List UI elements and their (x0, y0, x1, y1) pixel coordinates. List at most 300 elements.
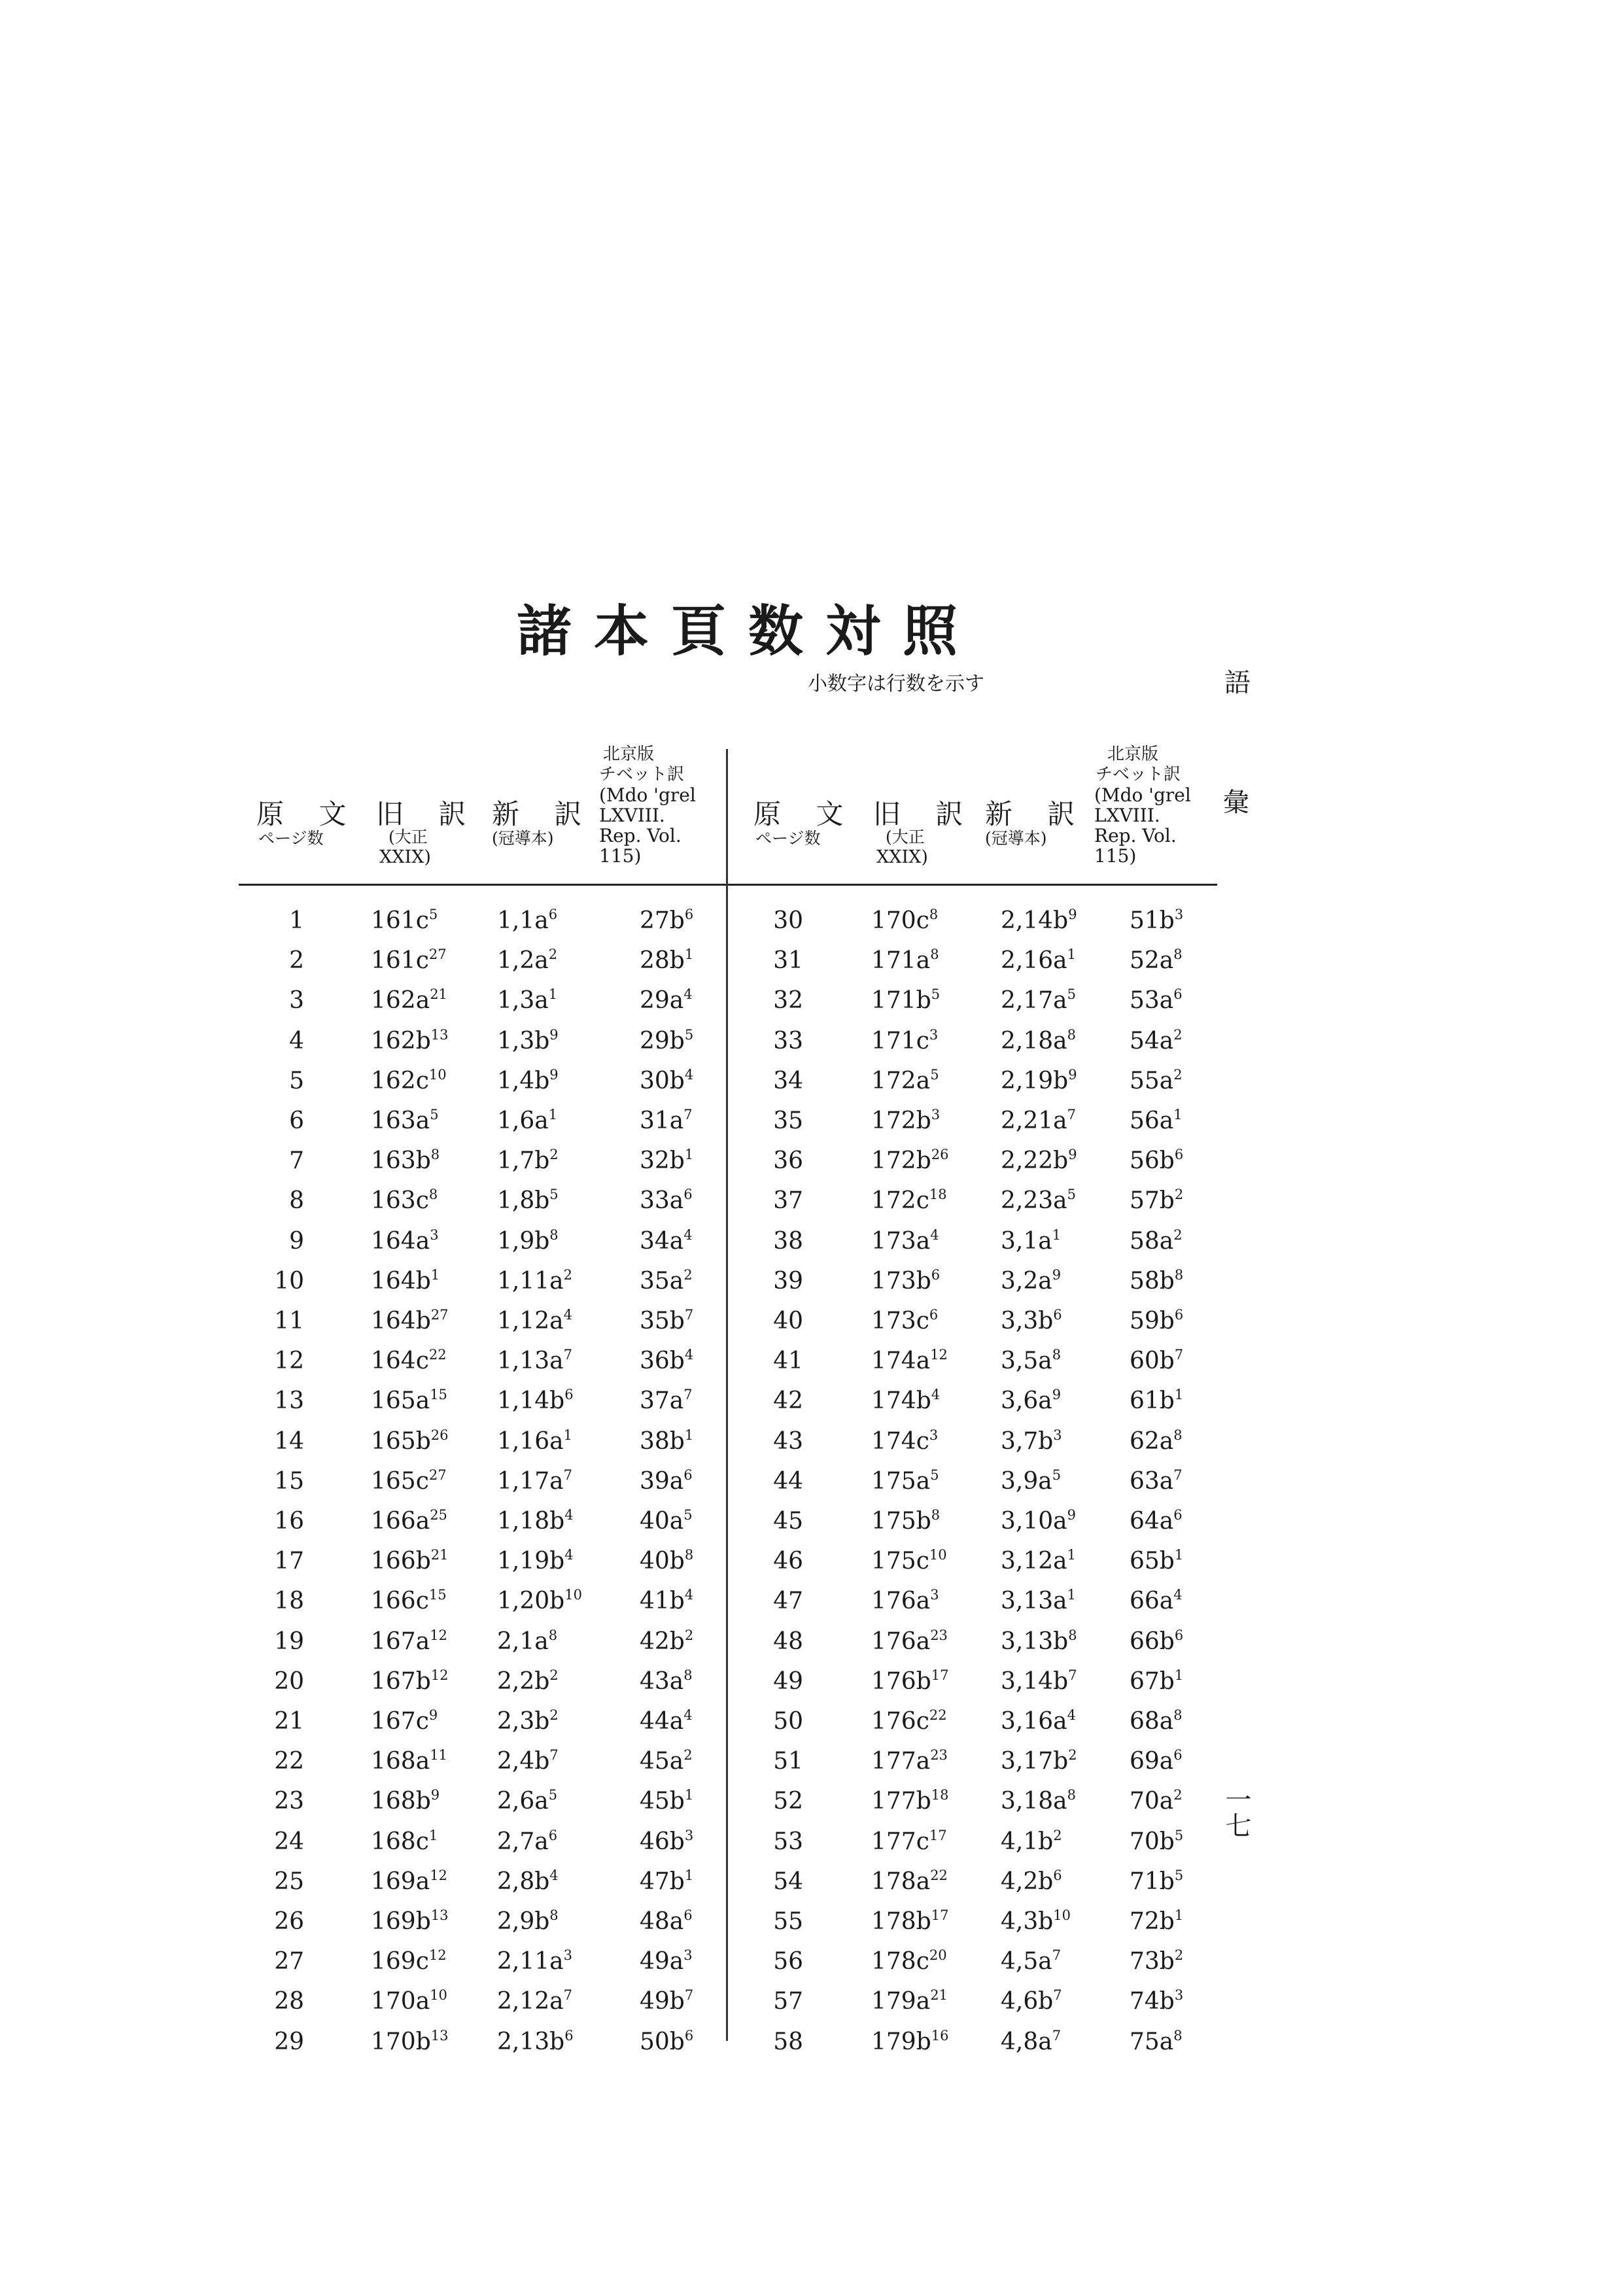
new-translation-cell (497, 1022, 559, 1061)
line-number: 2 (1174, 1187, 1184, 1203)
table-row (0, 1822, 1624, 1862)
line-number: 12 (428, 1947, 447, 1964)
old-translation-cell (871, 1742, 948, 1781)
reference-value: 1,2a (497, 947, 549, 975)
reference-value: 1,16a (497, 1427, 564, 1455)
line-number: 22 (428, 1347, 447, 1363)
reference-value: 174b (871, 1387, 931, 1415)
line-number: 2 (549, 1147, 559, 1163)
new-translation-cell (497, 1181, 559, 1221)
reference-value: 57b (1130, 1187, 1175, 1215)
line-number: 12 (430, 1627, 447, 1643)
line-number: 7 (1173, 1467, 1183, 1483)
line-number: 4 (1067, 1707, 1076, 1723)
original-page-cell: 23 (274, 1788, 304, 1815)
line-number: 3 (929, 1026, 939, 1043)
line-number: 3 (930, 1587, 939, 1603)
original-page-cell: 41 (773, 1348, 803, 1375)
line-number: 5 (684, 1026, 694, 1043)
reference-value: 4,2b (1001, 1868, 1054, 1895)
original-page-cell: 11 (274, 1308, 304, 1334)
old-translation-cell (871, 2023, 949, 2062)
new-translation-cell (497, 1302, 572, 1341)
line-number: 3 (1053, 1427, 1062, 1443)
peking-tibetan-cell (640, 1502, 693, 1541)
reference-value: 4,5a (1001, 1948, 1052, 1975)
old-translation-cell (871, 1902, 949, 1941)
reference-value: 68a (1130, 1708, 1174, 1735)
reference-value: 4,3b (1001, 1908, 1054, 1935)
peking-tibetan-cell (640, 1342, 693, 1381)
line-number: 7 (549, 1747, 559, 1764)
new-translation-cell (497, 1822, 557, 1862)
line-number: 7 (684, 1987, 694, 2004)
new-translation-cell (1001, 1782, 1076, 1821)
line-number: 10 (929, 1547, 947, 1563)
reference-value: 43a (640, 1667, 684, 1695)
old-translation-cell (871, 1542, 947, 1581)
header-original-sub: ページ数 (755, 829, 821, 848)
line-number: 8 (548, 1627, 558, 1643)
peking-tibetan-cell (1130, 1982, 1183, 2021)
line-number: 9 (1068, 1066, 1077, 1083)
reference-value: 1,6a (497, 1107, 549, 1134)
line-number: 10 (1053, 1907, 1071, 1923)
reference-value: 177c (871, 1828, 929, 1855)
original-page-cell: 14 (274, 1427, 304, 1455)
reference-value: 4,8a (1001, 2028, 1052, 2055)
reference-value: 39a (640, 1467, 684, 1495)
reference-value: 32b (640, 1147, 685, 1175)
reference-value: 2,22b (1001, 1147, 1069, 1175)
reference-value: 2,14b (1001, 907, 1069, 934)
original-page-cell: 50 (773, 1708, 803, 1735)
new-translation-cell (497, 981, 557, 1020)
line-number: 4 (564, 1547, 574, 1563)
new-translation-cell (497, 1262, 572, 1301)
reference-value: 71b (1130, 1868, 1175, 1895)
reference-value: 1,19b (497, 1548, 565, 1575)
header-new-translation-label: 新 訳 (985, 798, 1088, 830)
reference-value: 176a (871, 1627, 931, 1655)
peking-tibetan-cell (1130, 1102, 1183, 1141)
old-translation-cell (371, 1742, 447, 1781)
original-page-cell: 43 (773, 1427, 803, 1455)
old-translation-cell (871, 1181, 947, 1221)
peking-tibetan-cell (1130, 1422, 1183, 1461)
header-old-translation-sub1: (大正 (389, 827, 428, 846)
reference-value: 1,3a (497, 987, 549, 1015)
reference-value: 48a (640, 1908, 684, 1935)
new-translation-cell (497, 941, 557, 981)
reference-value: 3,18a (1001, 1788, 1067, 1815)
reference-value: 179a (871, 1988, 931, 2015)
table-row (0, 901, 1624, 941)
reference-value: 166b (371, 1548, 431, 1575)
original-page-cell: 17 (274, 1548, 304, 1575)
new-translation-cell (1001, 941, 1076, 981)
reference-value: 69a (1130, 1748, 1174, 1775)
new-translation-cell (497, 1622, 557, 1661)
old-translation-cell (871, 1782, 949, 1821)
new-translation-cell (497, 1582, 582, 1621)
line-number: 15 (430, 1387, 447, 1403)
line-number: 13 (430, 1026, 449, 1043)
header-peking-line1: 北京版 (1107, 744, 1159, 764)
header-old-translation-sub2: XXIX) (379, 847, 431, 867)
peking-tibetan-cell (1130, 1942, 1183, 1981)
reference-value: 74b (1130, 1988, 1175, 2015)
line-number: 4 (564, 1507, 574, 1523)
new-translation-cell (497, 1422, 572, 1461)
peking-tibetan-cell (1130, 1062, 1183, 1101)
reference-value: 175c (871, 1548, 929, 1575)
header-new-translation-sub: (冠導本) (492, 829, 554, 848)
peking-tibetan-cell (1130, 1582, 1183, 1621)
reference-value: 30b (640, 1067, 685, 1094)
reference-value: 166a (371, 1508, 430, 1535)
reference-value: 176c (871, 1708, 929, 1735)
peking-tibetan-cell (1130, 1141, 1183, 1181)
peking-tibetan-cell (1130, 1702, 1183, 1741)
line-number: 1 (1174, 1907, 1184, 1923)
reference-value: 175a (871, 1467, 931, 1495)
reference-value: 1,17a (497, 1467, 564, 1495)
line-number: 2 (563, 1266, 572, 1283)
peking-tibetan-cell (1130, 1222, 1183, 1261)
line-number: 3 (430, 1226, 439, 1243)
line-number: 3 (684, 1827, 694, 1843)
line-number: 5 (1174, 1827, 1184, 1843)
line-number: 9 (549, 1026, 559, 1043)
reference-value: 1,3b (497, 1027, 550, 1054)
line-number: 2 (683, 1266, 693, 1283)
new-translation-cell (1001, 1502, 1076, 1541)
peking-tibetan-cell (640, 1782, 693, 1821)
reference-value: 1,8b (497, 1187, 550, 1215)
old-translation-cell (371, 1942, 447, 1981)
old-translation-cell (371, 1102, 439, 1141)
reference-value: 171a (871, 947, 931, 975)
line-number: 6 (564, 1387, 574, 1403)
line-number: 4 (563, 1307, 572, 1323)
reference-value: 161c (371, 907, 429, 934)
table-row (0, 941, 1624, 981)
reference-value: 51b (1130, 907, 1175, 934)
new-translation-cell (1001, 1822, 1062, 1862)
original-page-cell: 56 (773, 1948, 803, 1975)
original-page-cell: 29 (274, 2028, 304, 2055)
line-number: 2 (1173, 1026, 1183, 1043)
table-row (0, 1422, 1624, 1461)
reference-value: 1,13a (497, 1348, 564, 1375)
reference-value: 1,12a (497, 1308, 564, 1334)
reference-value: 45b (640, 1788, 685, 1815)
old-translation-cell (371, 1502, 447, 1541)
line-number: 2 (1068, 1747, 1077, 1764)
reference-value: 163a (371, 1107, 430, 1134)
reference-value: 34a (640, 1227, 684, 1255)
line-number: 9 (430, 1787, 440, 1803)
original-page-cell: 44 (773, 1467, 803, 1495)
original-page-cell: 32 (773, 987, 803, 1015)
line-number: 6 (564, 2027, 574, 2044)
line-number: 5 (931, 986, 941, 1003)
original-page-cell: 2 (289, 947, 304, 975)
line-number: 3 (931, 1107, 941, 1122)
line-number: 2 (1173, 1226, 1183, 1243)
reference-value: 40a (640, 1508, 684, 1535)
old-translation-cell (371, 1822, 438, 1862)
table-row (0, 1702, 1624, 1741)
line-number: 9 (549, 1066, 559, 1083)
line-number: 17 (931, 1667, 949, 1683)
new-translation-cell (1001, 1062, 1077, 1101)
peking-tibetan-cell (640, 1942, 693, 1981)
peking-tibetan-cell (640, 941, 693, 981)
reference-value: 2,16a (1001, 947, 1067, 975)
line-number: 8 (1173, 1427, 1183, 1443)
reference-value: 50b (640, 2028, 685, 2055)
new-translation-cell (497, 2023, 574, 2062)
line-number: 8 (1067, 1787, 1076, 1803)
reference-value: 35b (640, 1308, 685, 1334)
old-translation-cell (871, 1102, 940, 1141)
reference-value: 2,6a (497, 1788, 549, 1815)
new-translation-cell (1001, 1181, 1076, 1221)
old-translation-cell (871, 1262, 940, 1301)
original-page-cell: 57 (773, 1988, 803, 2015)
reference-value: 40b (640, 1548, 685, 1575)
table-row (0, 1141, 1624, 1181)
reference-value: 171b (871, 987, 931, 1015)
line-number: 23 (930, 1627, 948, 1643)
header-old-translation-label: 旧 訳 (376, 798, 479, 830)
original-page-cell: 46 (773, 1548, 803, 1575)
reference-value: 29a (640, 987, 684, 1015)
peking-tibetan-cell (640, 2023, 693, 2062)
table-row (0, 1102, 1624, 1141)
reference-value: 52a (1130, 947, 1174, 975)
reference-value: 1,9b (497, 1227, 550, 1255)
new-translation-cell (1001, 1862, 1062, 1902)
new-translation-cell (1001, 1422, 1062, 1461)
header-peking-line1: 北京版 (603, 744, 655, 764)
old-translation-cell (371, 1902, 449, 1941)
reference-value: 169c (371, 1948, 429, 1975)
line-number: 5 (930, 1467, 939, 1483)
reference-value: 1,18b (497, 1508, 565, 1535)
old-translation-cell (371, 1382, 447, 1421)
line-number: 1 (428, 1827, 438, 1843)
reference-value: 4,6b (1001, 1988, 1054, 2015)
line-number: 16 (931, 2027, 949, 2044)
original-page-cell: 40 (773, 1308, 803, 1334)
new-translation-cell (1001, 1742, 1077, 1781)
line-number: 1 (684, 1147, 694, 1163)
peking-tibetan-cell (1130, 1462, 1183, 1501)
line-number: 6 (683, 1907, 693, 1923)
table-row (0, 1222, 1624, 1261)
reference-value: 66b (1130, 1627, 1175, 1655)
old-translation-cell (371, 1862, 447, 1902)
peking-tibetan-cell (640, 1582, 693, 1621)
reference-value: 167a (371, 1627, 430, 1655)
old-translation-cell (871, 901, 938, 941)
reference-value: 36b (640, 1348, 685, 1375)
old-translation-cell (871, 1662, 949, 1701)
new-translation-cell (1001, 1102, 1076, 1141)
header-original-label: 原 文 (256, 798, 360, 830)
line-number: 5 (1052, 1467, 1062, 1483)
original-page-cell: 30 (773, 907, 803, 934)
line-number: 27 (428, 1467, 447, 1483)
reference-value: 168b (371, 1788, 431, 1815)
peking-tibetan-cell (1130, 1502, 1183, 1541)
reference-value: 65b (1130, 1548, 1175, 1575)
line-number: 6 (683, 1187, 693, 1203)
new-translation-cell (1001, 1542, 1076, 1581)
original-page-cell: 19 (274, 1627, 304, 1655)
line-number: 7 (1067, 1107, 1076, 1122)
header-old-translation-label: 旧 訳 (873, 798, 976, 830)
old-translation-cell (371, 941, 447, 981)
line-number: 13 (430, 2027, 449, 2044)
original-page-cell: 45 (773, 1508, 803, 1535)
reference-value: 75a (1130, 2028, 1174, 2055)
original-page-cell: 34 (773, 1067, 803, 1094)
line-number: 2 (1174, 1947, 1184, 1964)
old-translation-cell (871, 1982, 948, 2021)
line-number: 6 (931, 1266, 941, 1283)
line-number: 13 (430, 1907, 449, 1923)
old-translation-cell (871, 1022, 938, 1061)
reference-value: 37a (640, 1387, 684, 1415)
original-page-cell: 1 (289, 907, 304, 934)
line-number: 5 (1174, 1867, 1184, 1883)
original-page-cell: 20 (274, 1667, 304, 1695)
reference-value: 58b (1130, 1267, 1175, 1295)
line-number: 6 (1173, 1507, 1183, 1523)
new-translation-cell (497, 1862, 559, 1902)
line-number: 8 (1173, 2027, 1183, 2044)
line-number: 8 (931, 1507, 941, 1523)
reference-value: 172c (871, 1187, 929, 1215)
new-translation-cell (1001, 1222, 1061, 1261)
old-translation-cell (871, 1622, 948, 1661)
peking-tibetan-cell (640, 1382, 693, 1421)
old-translation-cell (871, 1422, 938, 1461)
reference-value: 44a (640, 1708, 684, 1735)
line-number: 21 (430, 1547, 449, 1563)
new-translation-cell (1001, 2023, 1061, 2062)
table-row (0, 1542, 1624, 1581)
table-row (0, 1022, 1624, 1061)
line-number: 9 (1067, 1507, 1076, 1523)
line-number: 18 (931, 1787, 949, 1803)
line-number: 1 (1174, 1547, 1184, 1563)
original-page-cell: 37 (773, 1187, 803, 1215)
line-number: 6 (1173, 986, 1183, 1003)
reference-value: 41b (640, 1588, 685, 1615)
original-page-cell: 10 (274, 1267, 304, 1295)
peking-tibetan-cell (1130, 1662, 1183, 1701)
line-number: 7 (1052, 2027, 1062, 2044)
original-page-cell: 27 (274, 1948, 304, 1975)
table-row (0, 1742, 1624, 1781)
line-number: 7 (1068, 1667, 1077, 1683)
new-translation-cell (497, 1542, 574, 1581)
reference-value: 3,17b (1001, 1748, 1069, 1775)
reference-value: 3,2a (1001, 1267, 1052, 1295)
line-number: 1 (1173, 1107, 1183, 1122)
reference-value: 70b (1130, 1828, 1175, 1855)
line-number: 4 (683, 1226, 693, 1243)
line-number: 8 (683, 1667, 693, 1683)
line-number: 8 (929, 907, 939, 922)
new-translation-cell (497, 1662, 559, 1701)
line-number: 4 (684, 1066, 694, 1083)
reference-value: 179b (871, 2028, 931, 2055)
original-page-cell: 5 (289, 1067, 304, 1094)
table-row (0, 1942, 1624, 1981)
original-page-cell: 33 (773, 1027, 803, 1054)
reference-value: 1,20b (497, 1588, 565, 1615)
header-original-label: 原 文 (753, 798, 857, 830)
line-number: 17 (929, 1827, 947, 1843)
reference-value: 60b (1130, 1348, 1175, 1375)
line-number: 2 (1173, 1787, 1183, 1803)
peking-tibetan-cell (640, 1102, 693, 1141)
line-number: 4 (930, 1226, 939, 1243)
old-translation-cell (371, 901, 438, 941)
new-translation-cell (1001, 1302, 1062, 1341)
reference-value: 56b (1130, 1147, 1175, 1175)
new-translation-cell (1001, 981, 1076, 1020)
line-number: 6 (1174, 1147, 1184, 1163)
peking-tibetan-cell (1130, 1022, 1183, 1061)
new-translation-cell (497, 1902, 559, 1941)
line-number: 11 (430, 1747, 447, 1764)
line-number: 3 (929, 1427, 939, 1443)
reference-value: 54a (1130, 1027, 1174, 1054)
line-number: 7 (683, 1107, 693, 1122)
reference-value: 72b (1130, 1908, 1175, 1935)
header-peking-line5: Rep. Vol. (1094, 825, 1177, 846)
reference-value: 167c (371, 1708, 429, 1735)
peking-tibetan-cell (640, 1902, 693, 1941)
original-page-cell: 38 (773, 1227, 803, 1255)
line-number: 8 (1173, 947, 1183, 963)
old-translation-cell (371, 1622, 447, 1661)
reference-value: 165c (371, 1467, 429, 1495)
line-number: 9 (1052, 1266, 1062, 1283)
line-number: 1 (1174, 1667, 1184, 1683)
new-translation-cell (497, 1942, 572, 1981)
peking-tibetan-cell (1130, 1862, 1183, 1902)
line-number: 1 (1067, 1587, 1076, 1603)
reference-value: 163c (371, 1187, 429, 1215)
old-translation-cell (371, 1422, 449, 1461)
reference-value: 163b (371, 1147, 431, 1175)
old-translation-cell (871, 1342, 948, 1381)
header-rule (239, 884, 1217, 886)
line-number: 7 (1053, 1987, 1062, 2004)
reference-value: 1,1a (497, 907, 549, 934)
new-translation-cell (497, 1102, 557, 1141)
line-number: 1 (548, 986, 558, 1003)
line-number: 8 (1052, 1347, 1062, 1363)
